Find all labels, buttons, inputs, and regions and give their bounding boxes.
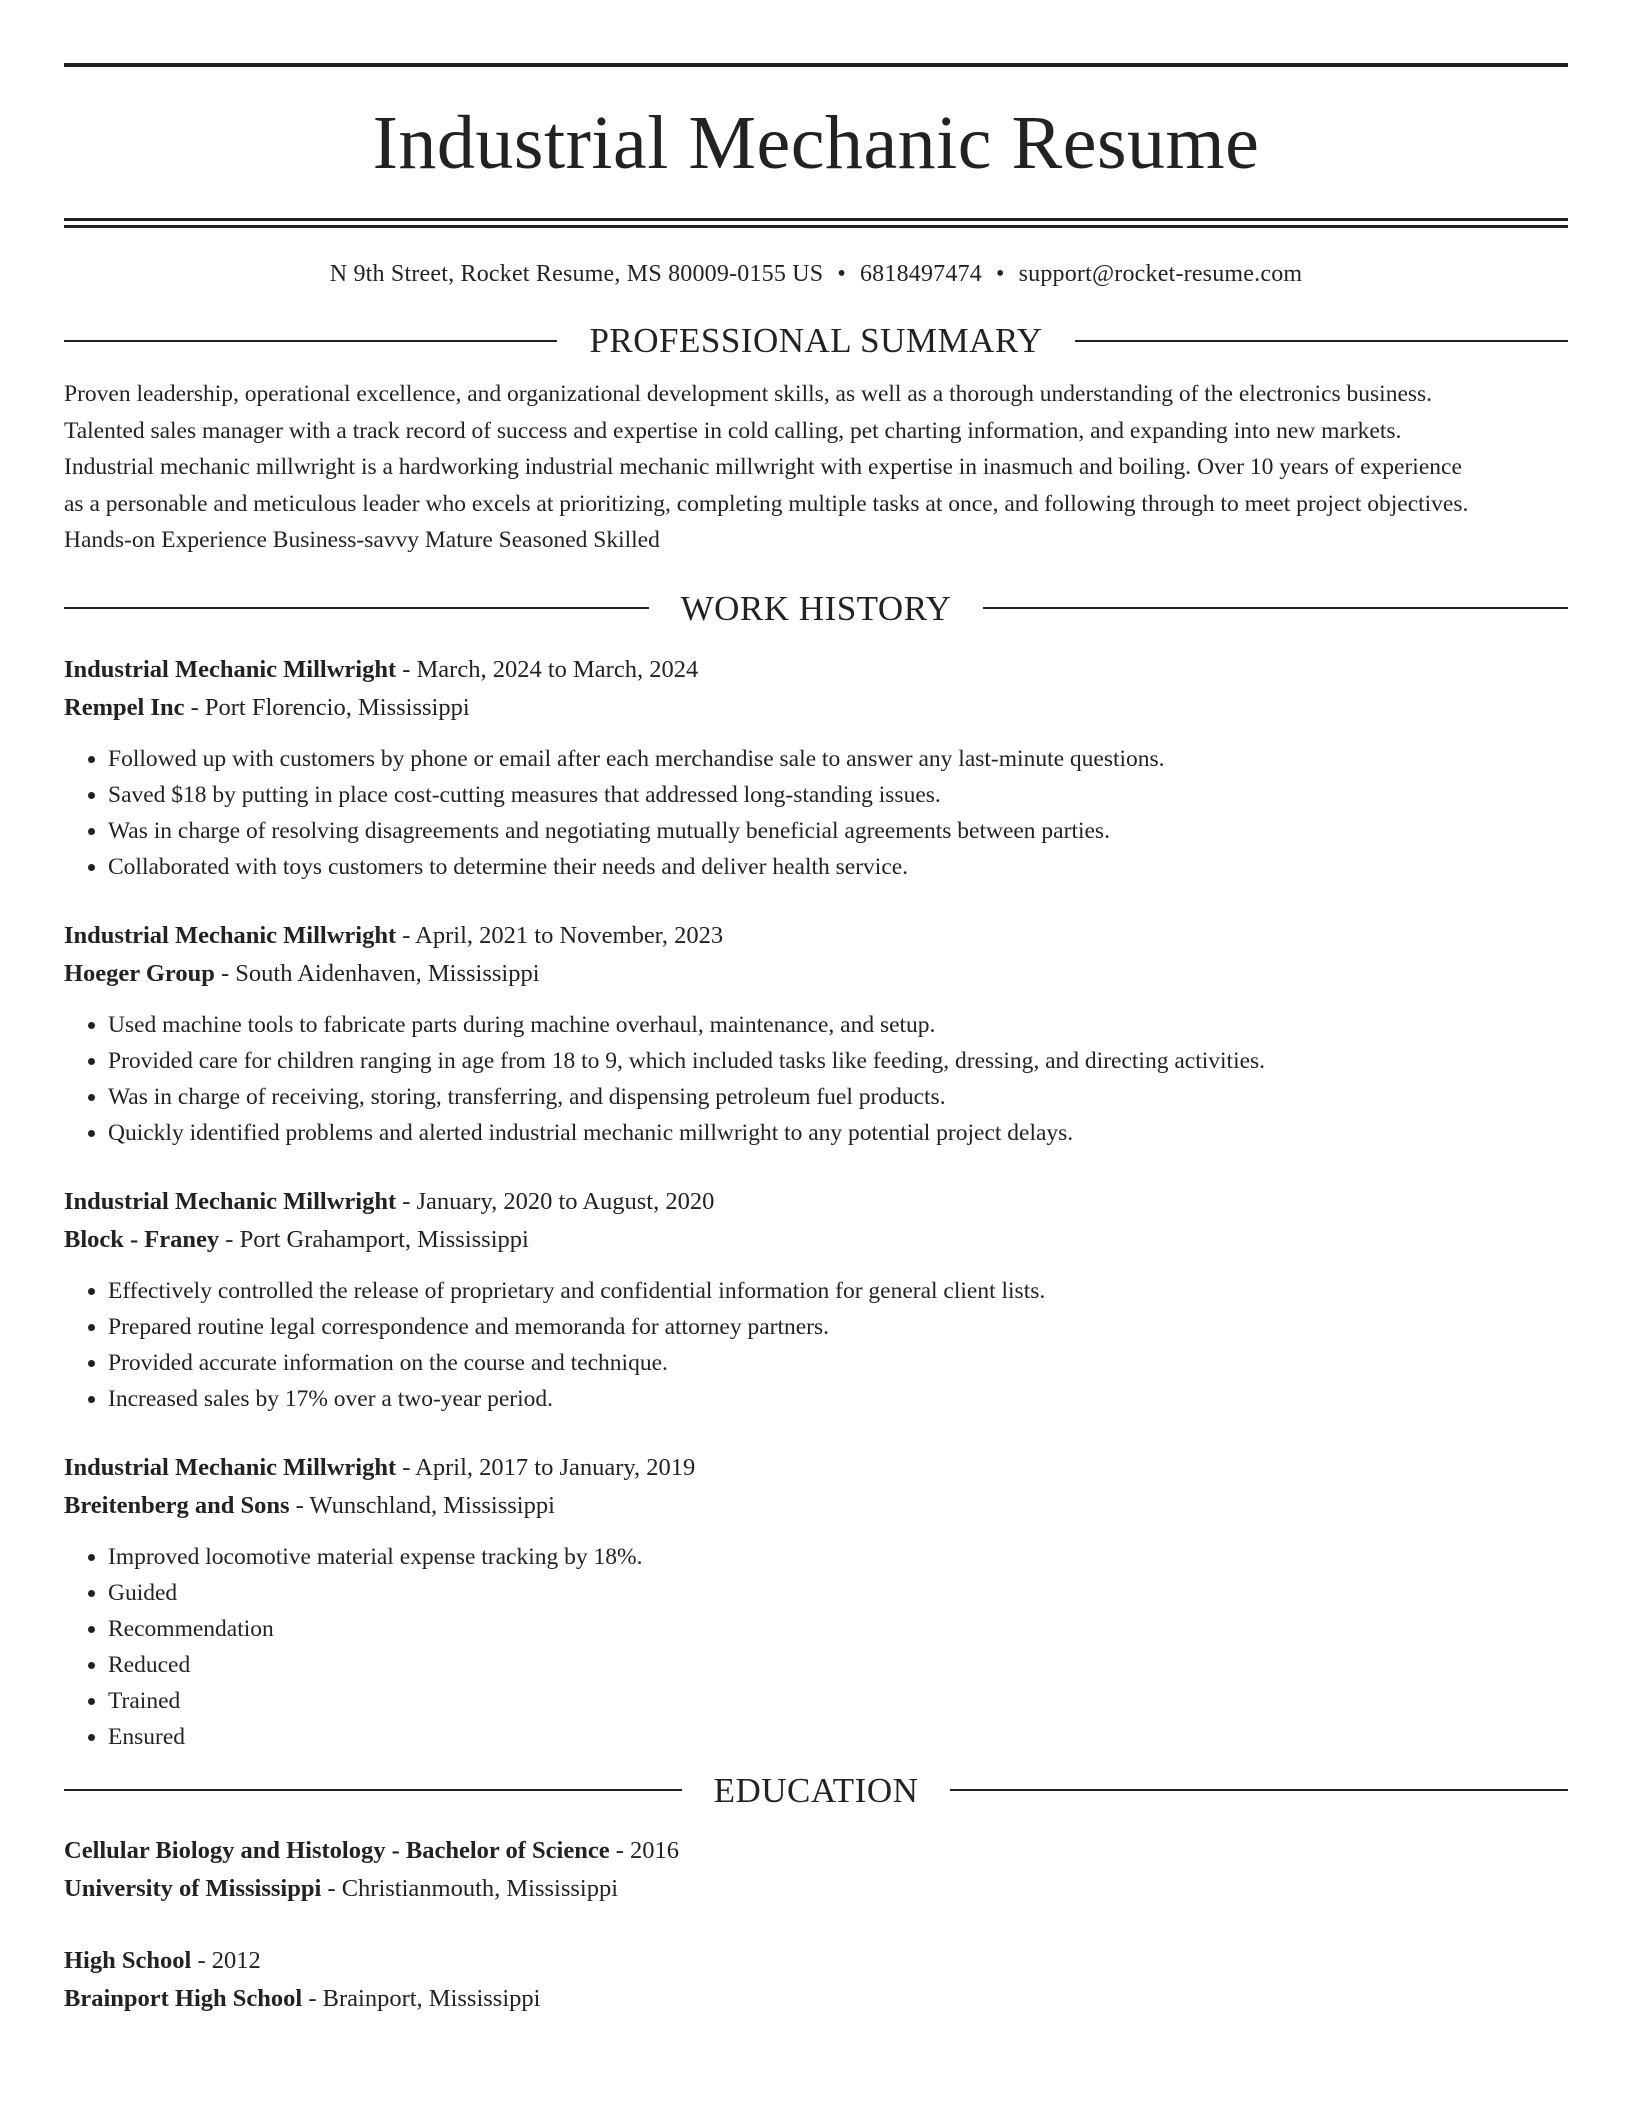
job-role: Industrial Mechanic Millwright xyxy=(64,1453,397,1481)
section-rule-right xyxy=(1075,340,1568,342)
education-location: - Brainport, Mississippi xyxy=(302,1984,541,2012)
education-entry xyxy=(64,1832,1568,1908)
section-title: WORK HISTORY xyxy=(680,588,952,628)
job-company: Rempel Inc xyxy=(64,693,185,721)
job-bullet: • Provided care for children ranging in age from 18 to 9, which included tasks like feeding, dressing, and directing activities. xyxy=(108,1043,1568,1079)
job-company-line xyxy=(64,689,1568,727)
job-bullet: • Was in charge of resolving disagreements and negotiating mutually beneficial agreements between parties. xyxy=(108,813,1568,849)
job-bullet: • Trained xyxy=(108,1683,1568,1719)
job-bullets xyxy=(64,1007,1568,1151)
summary-line: as a personable and meticulous leader who excels at prioritizing, completing multiple tasks at once, and following through to meet project objectives. xyxy=(64,490,1469,517)
education-school: University of Mississippi xyxy=(64,1874,322,1902)
job-entry xyxy=(64,1183,1568,1417)
section-rule-left xyxy=(64,607,649,609)
section-rule-right xyxy=(983,607,1568,609)
job-location: - Port Grahamport, Mississippi xyxy=(219,1225,529,1253)
job-company: Hoeger Group xyxy=(64,959,215,987)
job-location: - Port Florencio, Mississippi xyxy=(184,693,470,721)
section-title: PROFESSIONAL SUMMARY xyxy=(589,321,1043,360)
job-bullet: • Saved $18 by putting in place cost-cutting measures that addressed long-standing issues. xyxy=(108,777,1568,813)
job-company-line xyxy=(64,955,1568,993)
contact-email: support@rocket-resume.com xyxy=(1018,261,1303,287)
job-location: - South Aidenhaven, Mississippi xyxy=(214,959,540,987)
contact-phone: 6818497474 xyxy=(859,261,982,287)
section-title: EDUCATION xyxy=(713,1770,919,1810)
education-year: - 2016 xyxy=(609,1836,679,1864)
contact-separator: • xyxy=(837,261,846,287)
job-dates: - April, 2017 to January, 2019 xyxy=(396,1453,696,1481)
job-bullet: • Followed up with customers by phone or email after each merchandise sale to answer any last-minute questions. xyxy=(108,741,1568,777)
job-bullet: • Effectively controlled the release of proprietary and confidential information for general client lists. xyxy=(108,1273,1568,1309)
job-bullet: • Improved locomotive material expense tracking by 18%. xyxy=(108,1539,1568,1575)
job-bullet: • Prepared routine legal correspondence and memoranda for attorney partners. xyxy=(108,1309,1568,1345)
job-bullet: • Guided xyxy=(108,1575,1568,1611)
education-location: - Christianmouth, Mississippi xyxy=(321,1874,619,1902)
job-role: Industrial Mechanic Millwright xyxy=(64,921,397,949)
education-entry xyxy=(64,1942,1568,2018)
education-degree: High School xyxy=(64,1946,192,1974)
job-bullet: • Collaborated with toys customers to determine their needs and deliver health service. xyxy=(108,849,1568,885)
work-history-list xyxy=(64,651,1568,1755)
job-dates: - January, 2020 to August, 2020 xyxy=(396,1187,715,1215)
job-entry xyxy=(64,917,1568,1151)
resume-title: Industrial Mechanic Resume xyxy=(372,101,1260,185)
job-bullets xyxy=(64,1539,1568,1755)
section-work-history xyxy=(64,588,1568,628)
job-entry xyxy=(64,1449,1568,1755)
education-degree-line xyxy=(64,1942,1568,1980)
job-bullet: • Reduced xyxy=(108,1647,1568,1683)
job-title-line xyxy=(64,651,1568,689)
job-bullet: • Provided accurate information on the course and technique. xyxy=(108,1345,1568,1381)
section-rule-right xyxy=(950,1789,1568,1791)
job-bullet: • Increased sales by 17% over a two-year period. xyxy=(108,1381,1568,1417)
top-rule xyxy=(64,63,1568,67)
job-bullets xyxy=(64,741,1568,885)
contact-line xyxy=(64,261,1568,288)
job-dates: - April, 2021 to November, 2023 xyxy=(396,921,724,949)
job-bullet: • Was in charge of receiving, storing, transferring, and dispensing petroleum fuel products. xyxy=(108,1079,1568,1115)
summary-text xyxy=(64,376,1568,559)
title-double-rule xyxy=(64,218,1568,228)
section-education xyxy=(64,1770,1568,1810)
job-company-line xyxy=(64,1221,1568,1259)
summary-line: Proven leadership, operational excellence, and organizational development skills, as well as a thorough understanding of the electronics business. xyxy=(64,381,1433,407)
contact-address: N 9th Street, Rocket Resume, MS 80009-0155 US xyxy=(329,261,824,287)
summary-line: Talented sales manager with a track record of success and expertise in cold calling, pet charting information, and expanding into new markets. xyxy=(64,417,1402,444)
job-dates: - March, 2024 to March, 2024 xyxy=(396,655,699,683)
job-bullet: • Ensured xyxy=(108,1719,1568,1755)
education-degree: Cellular Biology and Histology - Bachelor of Science xyxy=(64,1836,610,1864)
education-list xyxy=(64,1832,1568,2018)
education-year: - 2012 xyxy=(191,1946,261,1974)
summary-line: Industrial mechanic millwright is a hardworking industrial mechanic millwright with expertise in inasmuch and boiling. Over 10 years of experience xyxy=(64,454,1462,480)
job-bullet: • Used machine tools to fabricate parts during machine overhaul, maintenance, and setup. xyxy=(108,1007,1568,1043)
education-school-line xyxy=(64,1870,1568,1908)
section-rule-left xyxy=(64,340,557,342)
job-role: Industrial Mechanic Millwright xyxy=(64,655,397,683)
job-location: - Wunschland, Mississippi xyxy=(289,1491,555,1519)
job-title-line xyxy=(64,917,1568,955)
education-school-line xyxy=(64,1980,1568,2018)
job-title-line xyxy=(64,1183,1568,1221)
job-bullet: • Recommendation xyxy=(108,1611,1568,1647)
job-company-line xyxy=(64,1487,1568,1525)
section-rule-left xyxy=(64,1789,682,1791)
job-bullets xyxy=(64,1273,1568,1417)
job-title-line xyxy=(64,1449,1568,1487)
job-company: Breitenberg and Sons xyxy=(64,1491,290,1519)
summary-line: Hands-on Experience Business-savvy Mature Seasoned Skilled xyxy=(64,527,660,553)
job-entry xyxy=(64,651,1568,885)
job-company: Block - Franey xyxy=(64,1225,220,1253)
job-bullet: • Quickly identified problems and alerted industrial mechanic millwright to any potential project delays. xyxy=(108,1115,1568,1151)
education-degree-line xyxy=(64,1832,1568,1870)
section-professional-summary xyxy=(64,323,1568,358)
contact-separator: • xyxy=(995,261,1005,287)
education-school: Brainport High School xyxy=(64,1984,303,2012)
job-role: Industrial Mechanic Millwright xyxy=(64,1187,397,1215)
